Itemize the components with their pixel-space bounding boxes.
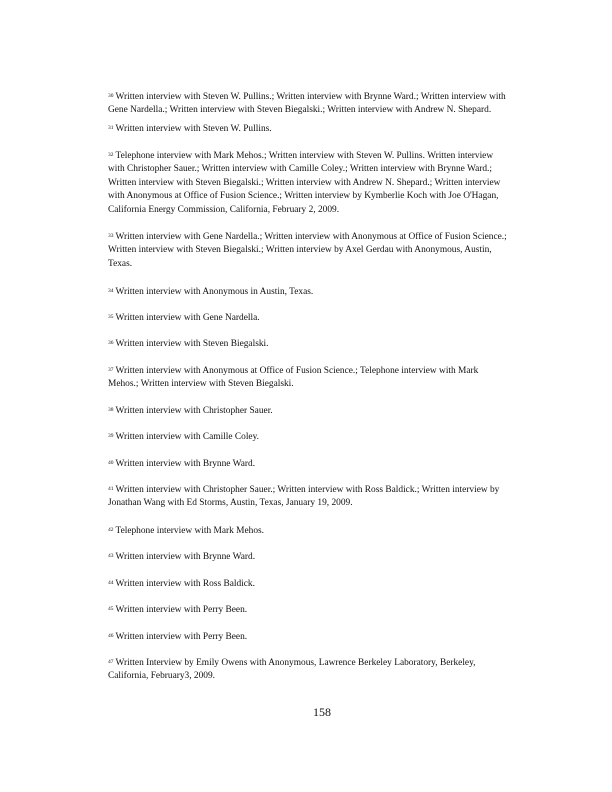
footnote-line — [108, 604, 528, 617]
footnote-line — [108, 525, 528, 538]
footnote-line — [108, 338, 528, 351]
footnote-text: Gene Nardella.; Written interview with Steven Biegalski.; Written interview with Andrew N. Shepard. — [108, 105, 492, 116]
footnote-line — [108, 231, 528, 244]
footnote-43 — [108, 551, 528, 564]
footnote-number: 37 — [108, 367, 114, 373]
footnote-text: Written interview with Anonymous at Office of Fusion Science.; Telephone interview with Mark — [115, 366, 479, 376]
footnote-text: Mehos.; Written interview with Steven Biegalski. — [108, 379, 294, 390]
footnote-number: 45 — [108, 606, 114, 612]
footnote-number: 40 — [108, 460, 114, 466]
footnote-text: Written interview with Gene Nardella.; Written interview with Anonymous at Office of Fusion Science.; — [115, 232, 507, 242]
footnote-number: 36 — [108, 340, 114, 346]
footnote-line — [108, 312, 528, 325]
footnote-line — [108, 670, 528, 683]
footnote-line — [108, 163, 528, 176]
footnote-line — [108, 258, 528, 271]
page-number: 158 — [313, 705, 331, 719]
footnote-text: Written interview with Brynne Ward. — [115, 552, 256, 562]
footnote-text: Written interview with Perry Been. — [115, 605, 248, 615]
footnote-line — [108, 286, 528, 299]
footnote-text: Written interview with Christopher Sauer.; Written interview with Ross Baldick.; Written interview by — [115, 485, 500, 495]
footnote-number: 42 — [108, 527, 114, 533]
footnote-36 — [108, 338, 528, 351]
footnote-number: 43 — [108, 553, 114, 559]
footnote-text: Texas. — [108, 258, 133, 269]
footnote-line — [108, 631, 528, 644]
footnote-number: 47 — [108, 659, 114, 665]
footnote-number: 30 — [108, 93, 114, 99]
footnote-number: 34 — [108, 288, 114, 294]
footnote-text: Written interview with Anonymous in Austin, Texas. — [115, 287, 314, 297]
footnote-text: California Energy Commission, California, February 2, 2009. — [108, 204, 340, 215]
footnote-41 — [108, 484, 528, 511]
footnote-text: Written interview with Steven Biegalski. — [115, 339, 269, 349]
footnote-text: Written interview with Camille Coley. — [115, 432, 260, 442]
footnote-text: Written interview with Steven W. Pullins.; Written interview with Brynne Ward.; Written interview with — [115, 92, 506, 102]
footnote-line — [108, 365, 528, 378]
footnote-number: 32 — [108, 152, 114, 158]
footnote-line — [108, 123, 528, 136]
footnote-line — [108, 657, 528, 670]
footnote-45 — [108, 604, 528, 617]
footnote-text: Written interview with Christopher Sauer. — [115, 406, 273, 416]
footnote-line — [108, 458, 528, 471]
footnote-text: Written interview with Steven W. Pullins. — [115, 124, 272, 134]
footnote-text: with Anonymous at Office of Fusion Science.; Written interview by Kymberlie Koch with Joe O'Hagan, — [108, 191, 499, 202]
footnote-text: California, February3, 2009. — [108, 671, 216, 682]
footnote-34 — [108, 286, 528, 299]
footnote-text: Written interview with Brynne Ward. — [115, 459, 256, 469]
footnote-line — [108, 378, 528, 391]
footnote-text: Written interview with Steven Biegalski.; Written interview with Andrew N. Shepard.; Written interview — [108, 177, 501, 188]
footnote-number: 35 — [108, 314, 114, 320]
footnote-line — [108, 244, 528, 257]
footnote-line — [108, 551, 528, 564]
footnote-text: with Christopher Sauer.; Written interview with Camille Coley.; Written interview with Brynne Ward.; — [108, 164, 493, 175]
footnote-31 — [108, 123, 528, 136]
footnote-line — [108, 91, 528, 104]
footnote-number: 44 — [108, 580, 114, 586]
footnote-33 — [108, 231, 528, 271]
footnote-line — [108, 150, 528, 163]
footnote-line — [108, 405, 528, 418]
footnote-text: Telephone interview with Mark Mehos.; Written interview with Steven W. Pullins. Written interview — [115, 151, 494, 161]
footnote-line — [108, 431, 528, 444]
footnote-number: 39 — [108, 433, 114, 439]
footnote-line — [108, 484, 528, 497]
footnote-line — [108, 204, 528, 217]
footnote-number: 31 — [108, 125, 114, 131]
footnote-47 — [108, 657, 528, 684]
footnote-text: Written interview with Perry Been. — [115, 632, 248, 642]
footnote-35 — [108, 312, 528, 325]
footnote-32 — [108, 150, 528, 217]
footnote-number: 33 — [108, 233, 114, 239]
footnote-line — [108, 497, 528, 510]
footnote-text: Written interview with Ross Baldick. — [115, 579, 255, 589]
footnote-line — [108, 190, 528, 203]
footnote-text: Written interview with Gene Nardella. — [115, 313, 260, 323]
footnote-number: 41 — [108, 486, 114, 492]
footnote-46 — [108, 631, 528, 644]
footnote-line — [108, 104, 528, 117]
footnote-30 — [108, 91, 528, 118]
footnote-text: Written Interview by Emily Owens with Anonymous, Lawrence Berkeley Laboratory, Berkeley, — [115, 658, 476, 668]
footnote-40 — [108, 458, 528, 471]
footnote-42 — [108, 525, 528, 538]
footnote-text: Written interview with Steven Biegalski.; Written interview by Axel Gerdau with Anonymous, Austin, — [108, 245, 492, 256]
footnote-39 — [108, 431, 528, 444]
footnote-text: Telephone interview with Mark Mehos. — [115, 526, 265, 536]
footnote-number: 46 — [108, 633, 114, 639]
footnote-text: Jonathan Wang with Ed Storms, Austin, Texas, January 19, 2009. — [108, 498, 353, 509]
footnote-38 — [108, 405, 528, 418]
footnote-37 — [108, 365, 528, 392]
footnote-line — [108, 578, 528, 591]
footnote-number: 38 — [108, 407, 114, 413]
footnote-44 — [108, 578, 528, 591]
footnote-line — [108, 177, 528, 190]
